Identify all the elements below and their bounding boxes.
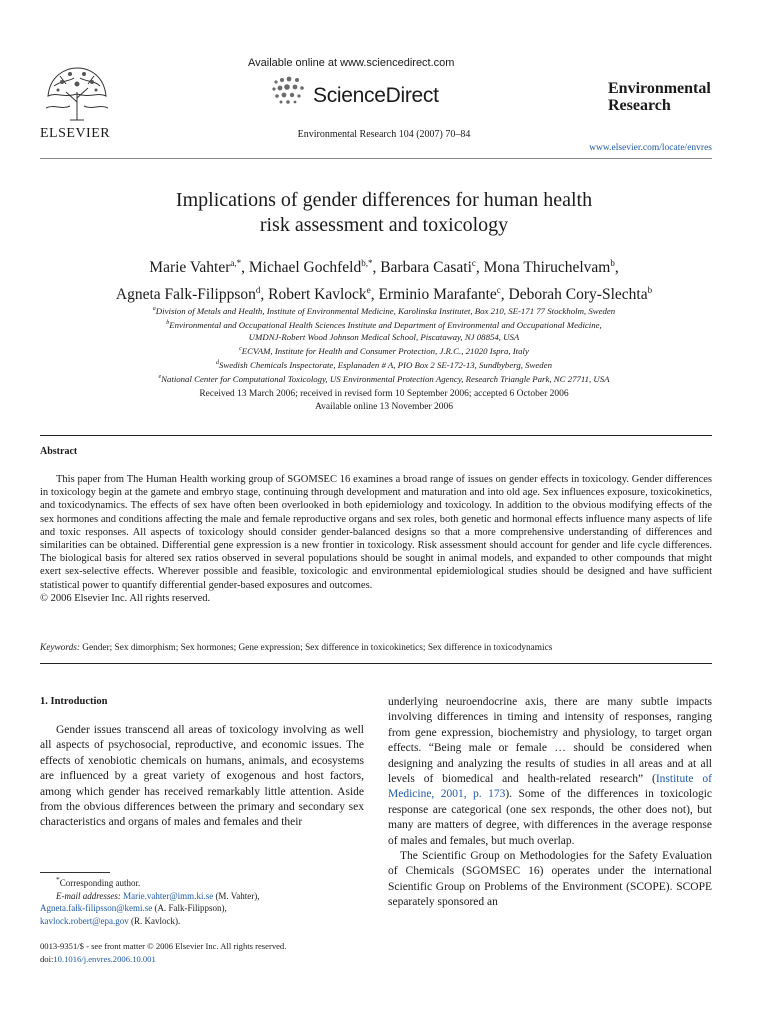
title-line-1: Implications of gender differences for human health bbox=[175, 189, 593, 211]
line2-author-name: Deborah Cory-Slechta bbox=[508, 286, 648, 304]
line2-author-name: Robert Kavlock bbox=[268, 286, 367, 304]
corresponding-author-footnote: *Corresponding author. E-mail addresses: Marie.vahter@imm.ki.se (M. Vahter), Agneta.falk-filipsson@kemi.se (A. Falk-Filippson), kavlock.robert@epa.gov (R. Kavlock). bbox=[40, 875, 260, 926]
affiliation-line bbox=[0, 317, 768, 331]
author-affiliation-marker: e bbox=[366, 285, 371, 296]
affiliation-text: ECVAM, Institute for Health and Consumer Protection, J.R.C., 21020 Ispra, Italy bbox=[241, 345, 529, 356]
affiliation-text: UMDNJ-Robert Wood Johnson Medical School, Piscataway, NJ 08854, USA bbox=[248, 331, 520, 342]
abstract-text: This paper from The Human Health working group of SGOMSEC 16 examines a broad range of issues on gender effects in toxicology. Gender differences in toxicology begin at the gamete and embryo stage, continuing through development and maturation and into old age. Sex influences exposure, toxicokinetics, and toxicodynamics. The effects of sex have often been overlooked in both epidemiology and toxicology. In addition to the obvious modifying effects of the sex hormones and conditions affecting the male and female reproductive organs and sex roles, both genetic and hormonal effects influence many aspects of life and toxic responses. All aspects of toxicology should consider gender-balanced designs so that a more comprehensive understanding of differences and similarities can be obtained. Differential gene expression is a new frontier in toxicology. Risk assessment should account for gender and life cycle differences. The biological basis for altered sex ratios observed in several populations should be sought in animal models, and expanded to other compounds that might exert sex-selective effects. Wherever possible and feasible, toxicologic and environmental epidemiological studies should be designed and have sufficient statistical power to quantify differential gender-based exposures and outcomes. bbox=[40, 474, 712, 591]
affiliation-text: Environmental and Occupational Health Sciences Institute and Department of Environmental and Occupational Medicine, bbox=[169, 319, 602, 330]
author-affiliation-marker: c bbox=[496, 285, 501, 296]
abstract-body bbox=[40, 473, 712, 605]
front-matter-copyright bbox=[40, 940, 370, 966]
affiliation-marker: a bbox=[152, 306, 156, 312]
author-affiliation-marker: c bbox=[471, 258, 476, 268]
affiliation-marker: e bbox=[158, 373, 162, 380]
asterisk-marker: * bbox=[56, 875, 60, 884]
header-divider bbox=[40, 158, 712, 159]
email-link-falk-filipsson[interactable]: Agneta.falk-filipsson@kemi.se bbox=[40, 903, 153, 914]
copyright-line: 0013-9351/$ - see front matter © 2006 Elsevier Inc. All rights reserved. bbox=[40, 941, 287, 951]
affiliation-line bbox=[0, 331, 768, 343]
affiliation-line bbox=[0, 371, 768, 385]
affiliation-text: Division of Metals and Health, Institute of Environmental Medicine, Karolinska Institutet, Box 210, SE-171 77 Stockholm, Sweden bbox=[155, 305, 616, 316]
affiliation-marker: b bbox=[166, 319, 170, 326]
available-online-date: Available online 13 November 2006 bbox=[314, 402, 454, 412]
author-affiliation-marker: b,* bbox=[361, 258, 373, 268]
author-separator: , bbox=[370, 286, 379, 304]
author-separator: , bbox=[241, 259, 249, 277]
affiliation-line bbox=[0, 303, 768, 317]
author-affiliation-marker: a,* bbox=[230, 258, 242, 268]
author-separator: , bbox=[372, 259, 381, 277]
author-separator: , bbox=[475, 259, 484, 277]
publisher-name: ELSEVIER bbox=[40, 126, 111, 141]
author-list bbox=[0, 252, 768, 306]
keywords bbox=[40, 643, 712, 653]
doi-label: doi: bbox=[40, 954, 54, 964]
sciencedirect-wordmark: ScienceDirect bbox=[313, 84, 439, 107]
author-separator: , bbox=[614, 259, 619, 277]
section-heading-introduction: 1. Introduction bbox=[40, 696, 108, 707]
abstract-heading: Abstract bbox=[40, 446, 78, 457]
journal-url-link[interactable]: www.elsevier.com/locate/envres bbox=[589, 143, 712, 153]
abstract-copyright: © 2006 Elsevier Inc. All rights reserved. bbox=[40, 592, 211, 604]
author-affiliation-marker: b bbox=[647, 285, 653, 296]
author-separator: , bbox=[260, 286, 269, 304]
author-separator: , bbox=[500, 286, 509, 304]
affiliation-line bbox=[0, 357, 768, 371]
line1-author-name: Barbara Casati bbox=[380, 259, 472, 277]
email-link-vahter[interactable]: Marie.vahter@imm.ki.se bbox=[123, 890, 214, 901]
journal-name-line2: Research bbox=[608, 97, 671, 114]
author-line-1 bbox=[0, 252, 768, 279]
author-affiliation-marker: b bbox=[610, 258, 615, 268]
title-line-2: risk assessment and toxicology bbox=[259, 214, 509, 236]
corresponding-author-label: Corresponding author. bbox=[59, 878, 141, 888]
elsevier-tree-logo bbox=[40, 62, 114, 124]
right-column-paragraph-2: The Scientific Group on Methodologies for the Safety Evaluation of Chemicals (SGOMSEC 16) operates under the international Scientific Group on Problems of the Environment (SCOPE). SCOPE separately sponsored an bbox=[388, 850, 712, 909]
line2-author-name: Erminio Marafante bbox=[378, 286, 497, 304]
journal-logo-title bbox=[608, 80, 711, 114]
abstract-top-rule bbox=[40, 435, 712, 436]
footnote-rule bbox=[40, 872, 110, 873]
journal-citation: Environmental Research 104 (2007) 70–84 bbox=[297, 129, 471, 140]
journal-name-line1: Environmental bbox=[608, 80, 711, 97]
line1-author-name: Mona Thiruchelvam bbox=[483, 259, 611, 277]
doi-link[interactable]: 10.1016/j.envres.2006.10.001 bbox=[53, 954, 156, 964]
email-label: E-mail addresses: bbox=[56, 890, 121, 901]
keywords-label: Keywords: bbox=[40, 643, 80, 653]
received-dates: Received 13 March 2006; received in revised form 10 September 2006; accepted 6 October 2006 bbox=[199, 389, 569, 399]
keywords-text: Gender; Sex dimorphism; Sex hormones; Gene expression; Sex difference in toxicokinetics; Sex difference in toxicodynamics bbox=[82, 643, 553, 653]
introduction-paragraph: Gender issues transcend all areas of toxicology involving as well all aspects of psychosocial, reproductive, and economic issues. The effects of xenobiotic chemicals on humans, animals, and ecosystems are influenced by a great variety of exogenous and host factors, among which gender has received remarkably little attention. Aside from the obvious differences between the primary and secondary sex characteristics and organs of males and females and their bbox=[40, 724, 364, 829]
affiliation-text: National Center for Computational Toxicology, US Environmental Protection Agency, Research Triangle Park, NC 27711, USA bbox=[161, 373, 610, 384]
sciencedirect-dots-icon bbox=[270, 76, 308, 106]
article-title bbox=[0, 188, 768, 238]
right-column-text bbox=[388, 695, 712, 911]
article-dates bbox=[0, 388, 768, 414]
email-link-kavlock[interactable]: kavlock.robert@epa.gov bbox=[40, 915, 129, 926]
author-affiliation-marker: d bbox=[255, 285, 261, 296]
citation-link-iom[interactable]: Institute of Medicine, 2001, p. 173 bbox=[388, 773, 712, 801]
abstract-bottom-rule bbox=[40, 663, 712, 664]
line1-author-name: Marie Vahter bbox=[149, 259, 231, 277]
affiliation-marker: c bbox=[239, 345, 242, 352]
affiliation-line bbox=[0, 343, 768, 357]
line2-author-name: Agneta Falk-Filippson bbox=[115, 286, 256, 304]
available-online-text: Available online at www.sciencedirect.com bbox=[248, 57, 455, 69]
affiliations bbox=[0, 303, 768, 385]
line1-author-name: Michael Gochfeld bbox=[248, 259, 362, 277]
affiliation-marker: d bbox=[215, 359, 219, 366]
right-column-paragraph-1: underlying neuroendocrine axis, there are many subtle impacts involving differences in timing and intensity of responses, ranging from gene expression, biochemistry and physiology, to target organ effects. “Being male or female … should be considered when designing and analyzing the results of studies in all areas and at all levels of biomedical and health-related research” (Institute of Medicine, 2001, p. 173). Some of the differences in toxicologic response are categorical (one sex responds, the other does not), but many are matters of degree, with differences in the average response of males and females, but much overlap. bbox=[388, 696, 712, 847]
affiliation-text: Swedish Chemicals Inspectorate, Esplanaden # A, PIO Box 2 SE-172-13, Sundbyberg, Sweden bbox=[218, 359, 552, 370]
